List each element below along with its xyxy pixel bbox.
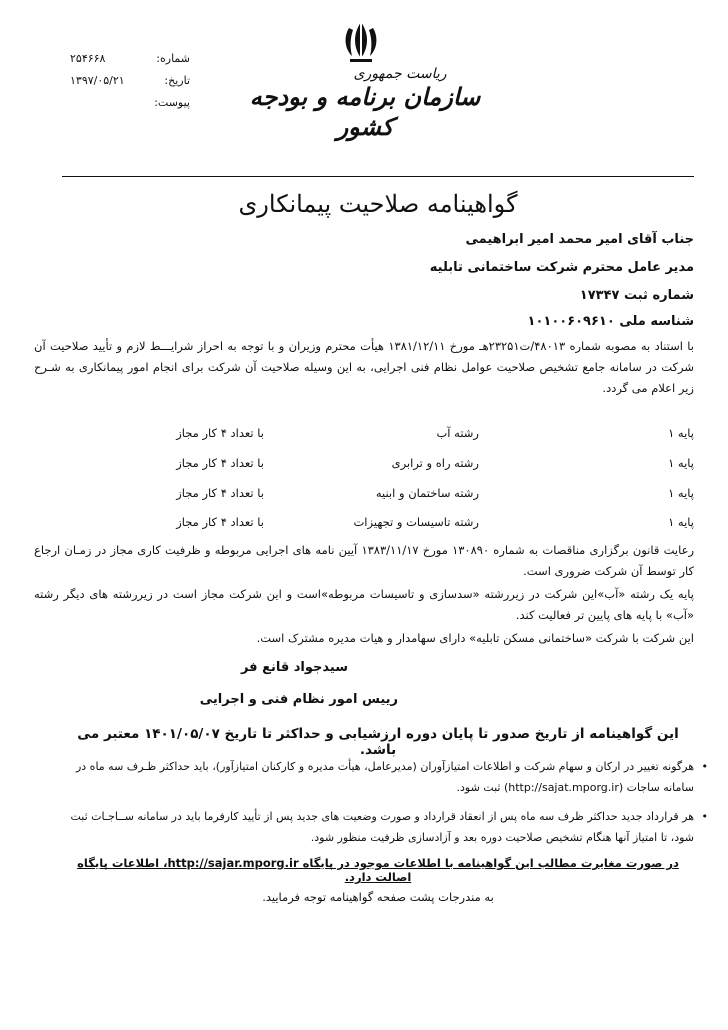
subfield-paragraph: پایه یک رشته «آب»این شرکت در زیررشته «سدسازی و تاسیسات مربوطه»است و این شرکت مجاز است در زیررشته های دیگر رشته «آب» با پایه های پایین تر فعالیت کند.: [34, 587, 694, 622]
bullet-icon: •: [701, 760, 708, 773]
authenticity-notice: در صورت مغایرت مطالب این گواهینامه با اطلاعات موجود در پایگاه http://sajar.mporg.ir، اطلاعات پایگاه اصالت دارد.: [77, 856, 679, 884]
bullet-text: هرگونه تغییر در ارکان و سهام شرکت و اطلاعات امتیازآوران (مدیرعامل، هیأت مدیره و کارکنان امتیازآور)، باید حداکثر ظـرف سه ماه در سامانه ساجات (http://sajat.mporg.ir) ثبت شود.: [75, 760, 694, 794]
grade-field: رشته تاسیسات و تجهیزات: [353, 515, 479, 529]
addressee-line-2: مدیر عامل محترم شرکت ساختمانی تابلیه: [429, 260, 694, 275]
list-item: [54, 756, 708, 798]
grade-level: پایه ۱: [668, 456, 694, 470]
letter-date-value: ۱۳۹۷/۰۵/۲۱: [70, 74, 125, 87]
list-item: [54, 806, 708, 848]
letter-meta: [70, 48, 190, 114]
back-page-notice: به مندرجات پشت صفحه گواهینامه توجه فرمایید.: [262, 890, 494, 904]
grade-field: رشته آب: [436, 426, 479, 440]
addressee-line-1: جناب آقای امیر محمد امیر ابراهیمی: [465, 232, 694, 247]
document-title: گواهینامه صلاحیت پیمانکاری: [238, 190, 518, 218]
letter-number-value: ۲۵۴۶۶۸: [70, 52, 106, 65]
grade-level: پایه ۱: [668, 426, 694, 440]
letter-date: [70, 70, 190, 92]
grade-field: رشته ساختمان و ابنیه: [375, 486, 479, 500]
signatory-position: رییس امور نظام فنی و اجرایی: [199, 692, 398, 707]
grade-count: با تعداد ۴ کار مجاز: [176, 486, 264, 500]
bullet-icon: •: [701, 810, 708, 823]
grade-row: [94, 515, 694, 537]
organization-header: [240, 66, 490, 142]
signatory-name: سیدجواد قانع فر: [240, 660, 348, 675]
grade-row: [94, 456, 694, 478]
law-paragraph: رعایت قانون برگزاری مناقصات به شماره ۱۳۰۸۹۰ مورخ ۱۳۸۳/۱۱/۱۷ آیین نامه های اجرایی مربوطه و ظرفیت کاری مجاز در زمـان ارجاع کار توسط آن شرکت ضروری است.: [34, 543, 695, 578]
validity-statement: این گواهینامه از تاریخ صدور تا پایان دوره ارزشیابی و حداکثر تا تاریخ ۱۴۰۱/۰۵/۰۷ معتبر می باشد.: [77, 726, 679, 758]
intro-paragraph: با استناد به مصوبه شماره ۴۸۰۱۳/ت۲۳۲۵۱هـ مورخ ۱۳۸۱/۱۲/۱۱ هیأت محترم وزیران و با توجه به احراز شرایـــط لازم و تأیید صلاحیت آن شرکت در سامانه جامع تشخیص صلاحیت عوامل نظام فنی اجرایی، به این وسیله صلاحیت آن شرکت برای انجام امور پیمانکاری به شـرح زیر اعلام می گردد.: [34, 339, 694, 395]
presidency-text: ریاست جمهوری: [353, 66, 447, 82]
bullet-text: هر قرارداد جدید حداکثر ظرف سه ماه پس از انعقاد قرارداد و صورت وضعیت های جدید پس از تأیید کارفرما باید در سامانه ســاجـات ثبت شود، تا امتیاز آنها هنگام تشخیص صلاحیت دوره بعد و آزادسازی ظرفیت منظور شود.: [70, 810, 694, 844]
letter-number-label: شماره:: [156, 52, 190, 65]
letter-number: [70, 48, 190, 70]
grade-count: با تعداد ۴ کار مجاز: [176, 456, 264, 470]
letter-attachment-label: پیوست:: [154, 96, 190, 109]
shared-board-paragraph: این شرکت با شرکت «ساختمانی مسکن تابلیه» دارای سهامدار و هیات مدیره مشترک است.: [256, 631, 694, 645]
national-id: شناسه ملی ۱۰۱۰۰۶۰۹۶۱۰: [527, 314, 694, 329]
letter-attachment: [70, 92, 190, 114]
grade-level: پایه ۱: [668, 486, 694, 500]
grade-row: [94, 426, 694, 448]
grade-count: با تعداد ۴ کار مجاز: [176, 515, 264, 529]
grade-count: با تعداد ۴ کار مجاز: [176, 426, 264, 440]
letter-date-label: تاریخ:: [164, 74, 190, 87]
grade-field: رشته راه و ترابری: [391, 456, 479, 470]
organization-name: سازمان برنامه و بودجه کشور: [249, 82, 481, 141]
grade-level: پایه ۱: [668, 515, 694, 529]
grade-row: [94, 486, 694, 508]
iran-emblem-icon: [340, 18, 382, 64]
registration-number: شماره ثبت ۱۷۳۴۷: [579, 288, 694, 303]
header-divider: [62, 176, 694, 177]
